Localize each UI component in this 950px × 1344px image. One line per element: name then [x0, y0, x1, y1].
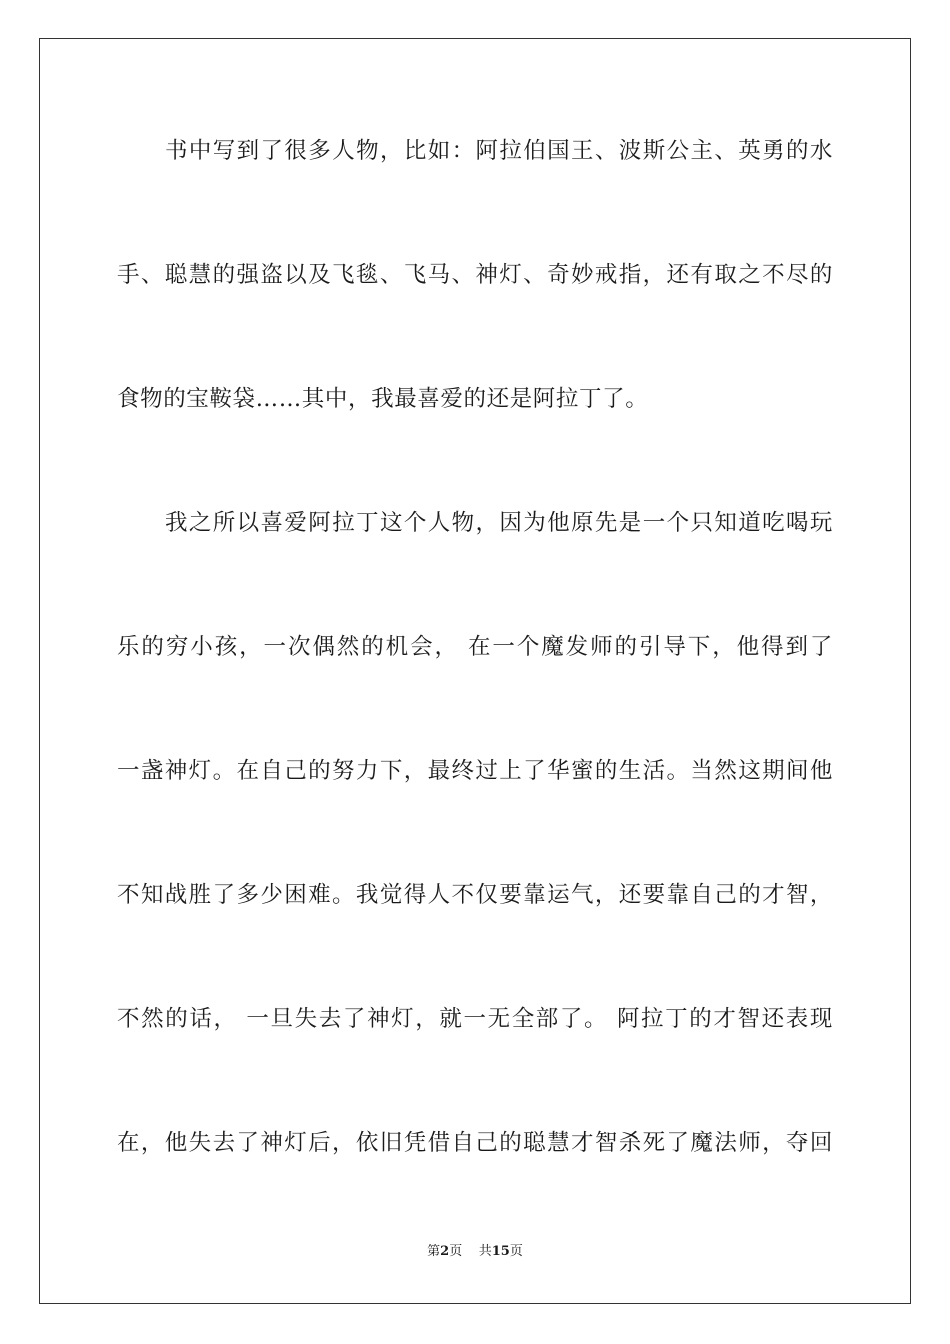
paragraph-1-line-2: 手、聪慧的强盗以及飞毯、飞马、神灯、奇妙戒指，还有取之不尽的: [117, 262, 833, 288]
paragraph-2-line-1: 我之所以喜爱阿拉丁这个人物，因为他原先是一个只知道吃喝玩: [165, 510, 833, 536]
paragraph-2-line-2: 乐的穷小孩，一次偶然的机会， 在一个魔发师的引导下，他得到了: [117, 634, 833, 660]
page-label-prefix: 第: [427, 1244, 441, 1259]
paragraph-2-line-6: 在，他失去了神灯后，依旧凭借自己的聪慧才智杀死了魔法师，夺回: [117, 1130, 833, 1156]
page-number: 2: [440, 1244, 450, 1259]
paragraph-1-line-3: 食物的宝鞍袋……其中，我最喜爱的还是阿拉丁了。: [117, 386, 649, 412]
paragraph-2-line-3: 一盏神灯。在自己的努力下，最终过上了华蜜的生活。当然这期间他: [117, 758, 833, 784]
total-pages: 15: [491, 1244, 510, 1259]
page-frame: [39, 38, 911, 1304]
page-footer: [0, 1243, 950, 1261]
paragraph-1-line-1: 书中写到了很多人物，比如：阿拉伯国王、波斯公主、英勇的水: [165, 138, 833, 164]
total-label-suffix: 页: [509, 1244, 523, 1259]
paragraph-2-line-5: 不然的话， 一旦失去了神灯，就一无全部了。 阿拉丁的才智还表现: [117, 1006, 833, 1032]
paragraph-2-line-4: 不知战胜了多少困难。我觉得人不仅要靠运气，还要靠自己的才智，: [117, 882, 833, 908]
total-label-prefix: 共: [478, 1244, 492, 1259]
page-label-suffix: 页: [449, 1244, 463, 1259]
